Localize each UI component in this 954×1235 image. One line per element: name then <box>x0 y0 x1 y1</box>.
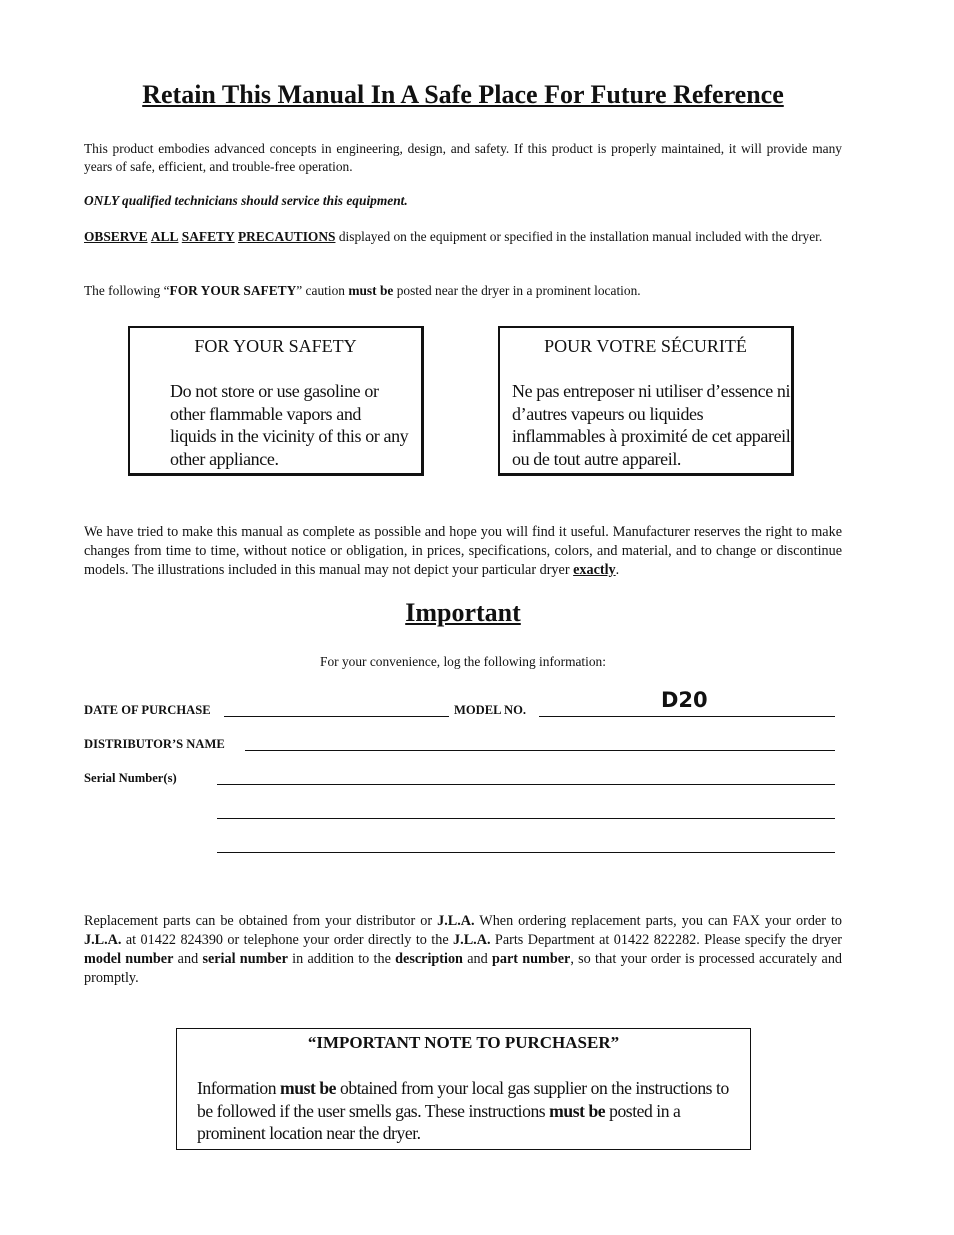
text-span: Replacement parts can be obtained from your distributor or <box>84 913 438 929</box>
for-your-safety-emph: FOR YOUR SAFETY <box>169 283 297 298</box>
model-number-emph: model number <box>84 951 174 967</box>
text-span: The following “ <box>84 283 170 298</box>
text-span: When ordering replacement parts, you can FAX your order to <box>474 913 842 929</box>
serial-number-field-2[interactable] <box>217 818 835 819</box>
purchaser-note-heading: “IMPORTANT NOTE TO PURCHASER” <box>307 1033 620 1052</box>
part-number-emph: part number <box>491 951 571 967</box>
date-of-purchase-field[interactable] <box>224 716 449 717</box>
safety-word: SAFETY <box>181 229 235 244</box>
safety-box-text: Ne pas entreposer ni utiliser d’essence ni d’autres vapeurs ou liquides inflammables à proximité de cet appareil ou de tout autre appareil. <box>512 381 791 469</box>
text-span: We have tried to make this manual as complete as possible and hope you will find it useful. Manufacturer reserves the right to make changes from time to time, without notice or obligation, in prices, specifications, colors, and material, and to change or discontinue models. The illustrations included in this manual may not depict your particular dryer <box>84 524 842 578</box>
serial-number-field-3[interactable] <box>217 852 835 853</box>
text-span: Parts Department at 01422 822282. Please specify the dryer <box>490 932 842 948</box>
description-emph: description <box>395 951 463 967</box>
text-span: Information <box>197 1078 281 1098</box>
must-be-emph: must be <box>280 1078 337 1098</box>
text-span: and <box>462 951 492 967</box>
purchaser-note-box <box>176 1028 751 1150</box>
replacement-parts-paragraph <box>84 912 842 988</box>
important-heading: Important <box>405 598 521 627</box>
model-no-label: MODEL NO. <box>454 703 527 717</box>
qualified-technicians-notice: ONLY qualified technicians should service this equipment. <box>84 193 408 208</box>
page-title: Retain This Manual In A Safe Place For Future Reference <box>142 80 784 109</box>
safety-box-heading: FOR YOUR SAFETY <box>194 336 357 356</box>
text-span: in addition to the <box>287 951 396 967</box>
safety-precautions-paragraph <box>84 228 842 246</box>
serial-numbers-label: Serial Number(s) <box>84 771 177 785</box>
all-word: ALL <box>150 229 179 244</box>
precautions-word: PRECAUTIONS <box>238 229 336 244</box>
safety-box-english <box>128 326 424 476</box>
safety-box-heading: POUR VOTRE SÉCURITÉ <box>544 336 747 356</box>
date-of-purchase-label: DATE OF PURCHASE <box>84 703 211 717</box>
safety-box-french <box>498 326 794 476</box>
serial-number-field-1[interactable] <box>217 784 835 785</box>
model-no-value: D20 <box>661 688 708 712</box>
jla-emph: J.L.A. <box>84 932 122 948</box>
jla-emph: J.L.A. <box>453 932 491 948</box>
distributor-name-label: DISTRIBUTOR’S NAME <box>84 737 225 751</box>
text-span: at 01422 824390 or telephone your order directly to the <box>121 932 454 948</box>
text-span: and <box>173 951 203 967</box>
text-span: . <box>615 562 620 578</box>
purchaser-note-text <box>197 1077 737 1145</box>
intro-paragraph: This product embodies advanced concepts in engineering, design, and safety. If this product is properly maintained, it will provide many years of safe, efficient, and trouble-free operation. <box>84 141 842 174</box>
text-span: posted near the dryer in a prominent location. <box>393 283 641 298</box>
text-span: ” caution <box>296 283 349 298</box>
distributor-name-field[interactable] <box>245 750 835 751</box>
convenience-note: For your convenience, log the following information: <box>320 654 606 669</box>
text-span: , so that your order is processed accurately and promptly. <box>84 951 843 986</box>
disclaimer-paragraph <box>84 523 842 580</box>
model-no-field[interactable] <box>539 716 835 717</box>
precautions-rest: displayed on the equipment or specified in the installation manual included with the dryer. <box>335 229 823 244</box>
observe-word: OBSERVE <box>84 229 148 244</box>
jla-emph: J.L.A. <box>437 913 475 929</box>
must-be-emph: must be <box>549 1100 606 1121</box>
text-span: posted in a prominent location near the dryer. <box>197 1100 681 1143</box>
must-be-emph: must be <box>348 283 394 298</box>
text-span: obtained from your local gas supplier on the instructions to be followed if the user smells gas. These instructions <box>197 1078 729 1121</box>
exactly-emph: exactly <box>573 562 616 578</box>
caution-posting-paragraph <box>84 282 842 300</box>
serial-number-emph: serial number <box>202 951 288 967</box>
safety-box-text: Do not store or use gasoline or other flammable vapors and liquids in the vicinity of this or any other appliance. <box>170 381 409 469</box>
